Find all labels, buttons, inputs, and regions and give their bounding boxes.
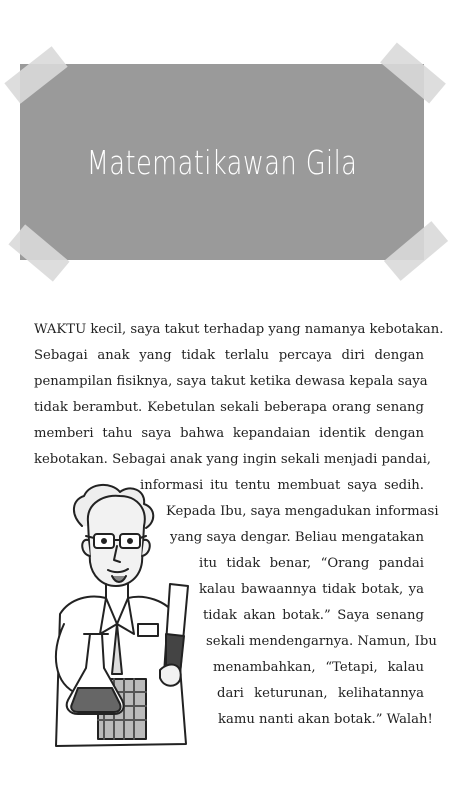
body-line: kalau bawaannya tidak botak, ya	[199, 582, 424, 597]
body-line: kebotakan. Sebagai anak yang ingin sekali menjadi pandai,	[34, 452, 431, 467]
body-line: Kepada Ibu, saya mengadukan informasi	[166, 504, 439, 519]
body-line: tidak berambut. Kebetulan sekali beberapa orang senang	[34, 400, 424, 415]
body-line: itu tidak benar, “Orang pandai	[199, 556, 424, 571]
body-line: dari keturunan, kelihatannya	[217, 686, 424, 701]
body-line: tidak akan botak.” Saya senang	[203, 608, 424, 623]
body-line: penampilan fisiknya, saya takut ketika dewasa kepala saya	[34, 374, 428, 389]
body-line: sekali mendengarnya. Namun, Ibu	[206, 634, 437, 649]
body-line: kamu nanti akan botak.” Walah!	[218, 712, 433, 727]
body-line: memberi tahu saya bahwa kepandaian identik dengan	[34, 426, 424, 441]
body-line: Sebagai anak yang tidak terlalu percaya diri dengan	[34, 348, 424, 363]
body-line: yang saya dengar. Beliau mengatakan	[170, 530, 424, 545]
body-line: menambahkan, “Tetapi, kalau	[213, 660, 424, 675]
body-line: informasi itu tentu membuat saya sedih.	[140, 478, 424, 493]
chapter-title: Matematikawan Gila	[86, 142, 358, 182]
body-line: WAKTU kecil, saya takut terhadap yang namanya kebotakan.	[34, 322, 444, 337]
